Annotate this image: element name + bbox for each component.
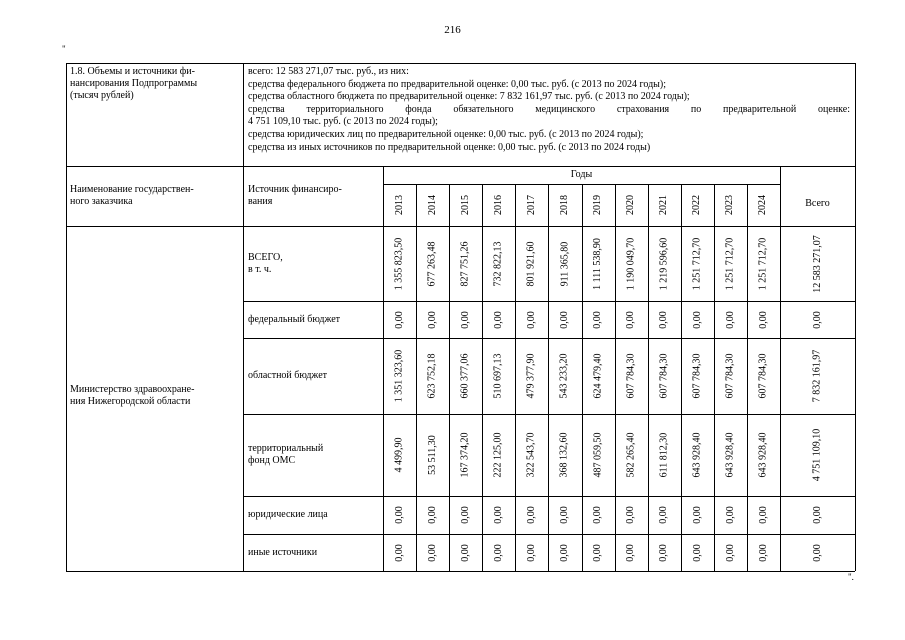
year-value-cell — [548, 338, 581, 414]
year-value: 0,00 — [724, 543, 736, 562]
year-value: 0,00 — [558, 310, 570, 329]
column-divider — [243, 63, 244, 571]
year-value-cell — [648, 226, 681, 301]
year-value-cell — [681, 496, 714, 534]
section-text-line: средства федерального бюджета по предварительной оценке: 0,00 тыс. руб. (с 2013 по 2024 годы); — [248, 78, 667, 90]
year-value-cell — [615, 534, 648, 571]
year-value-cell — [416, 226, 449, 301]
year-value-cell — [714, 338, 747, 414]
year-header: 2022 — [691, 195, 703, 215]
year-header-cell — [648, 184, 681, 226]
year-header: 2016 — [492, 195, 504, 215]
total-value-cell — [780, 338, 855, 414]
year-value: 0,00 — [757, 310, 769, 329]
year-value-cell — [449, 338, 482, 414]
closing-quote: ". — [848, 572, 854, 582]
year-value: 0,00 — [691, 310, 703, 329]
year-value-cell — [747, 534, 780, 571]
year-value: 0,00 — [625, 506, 637, 524]
year-value-cell — [482, 534, 515, 571]
source-label: юридические лица — [248, 509, 328, 520]
table-bottom-border — [66, 571, 855, 572]
table-top-border — [66, 63, 855, 64]
year-header-cell — [582, 184, 615, 226]
year-value: 643 928,40 — [724, 432, 736, 478]
year-value: 1 355 823,50 — [393, 237, 405, 290]
year-header-cell — [416, 184, 449, 226]
year-value-cell — [714, 414, 747, 496]
source-label: областной бюджет — [248, 370, 328, 381]
year-value-cell — [582, 496, 615, 534]
year-value: 322 543,70 — [525, 432, 537, 478]
year-value: 0,00 — [658, 310, 670, 329]
total-value-cell — [780, 301, 855, 338]
year-value-cell — [482, 338, 515, 414]
year-header-cell — [449, 184, 482, 226]
year-value-cell — [383, 534, 416, 571]
year-value-cell — [714, 534, 747, 571]
year-value-cell — [515, 338, 548, 414]
year-value-cell — [681, 338, 714, 414]
year-value: 0,00 — [558, 506, 570, 524]
total-value: 0,00 — [811, 543, 823, 562]
year-value: 0,00 — [658, 543, 670, 562]
year-value-cell — [449, 534, 482, 571]
section-text-line: средства территориального фонда обязательного медицинского страхования по предварительной оценке: — [248, 103, 850, 115]
year-value: 0,00 — [459, 543, 471, 562]
source-label: федеральный бюджет — [248, 313, 341, 325]
total-value: 7 832 161,97 — [811, 349, 823, 403]
year-value-cell — [449, 496, 482, 534]
total-value-cell — [780, 534, 855, 571]
year-value-cell — [449, 301, 482, 338]
year-header: 2021 — [658, 195, 670, 215]
year-value: 0,00 — [393, 543, 405, 562]
total-value-cell — [780, 226, 855, 301]
year-value: 732 822,13 — [492, 241, 504, 286]
year-value-cell — [747, 414, 780, 496]
section-label-line: нансирования Подпрограммы — [70, 78, 198, 89]
year-value-cell — [548, 226, 581, 301]
year-value: 911 365,80 — [558, 241, 570, 286]
year-value: 0,00 — [426, 506, 438, 524]
year-value: 0,00 — [757, 543, 769, 562]
year-value: 167 374,20 — [459, 432, 471, 478]
year-value: 543 233,20 — [558, 353, 570, 399]
year-value: 0,00 — [393, 506, 405, 524]
year-value: 0,00 — [558, 543, 570, 562]
year-value: 0,00 — [625, 310, 637, 329]
year-value-cell — [648, 414, 681, 496]
year-value-cell — [482, 414, 515, 496]
year-header: 2024 — [757, 195, 769, 215]
year-header: 2023 — [724, 195, 736, 215]
years-title: Годы — [570, 169, 593, 180]
section-label-line: 1.8. Объемы и источники фи- — [70, 66, 195, 77]
section-label-line: (тысяч рублей) — [70, 90, 134, 101]
year-header-cell — [747, 184, 780, 226]
year-value: 623 752,18 — [426, 353, 438, 399]
year-value: 0,00 — [592, 543, 604, 562]
year-header: 2013 — [393, 195, 405, 215]
year-value: 607 784,30 — [625, 353, 637, 399]
year-value-cell — [747, 496, 780, 534]
year-value-cell — [383, 301, 416, 338]
year-value: 0,00 — [625, 543, 637, 562]
year-header: 2019 — [592, 195, 604, 215]
year-value: 643 928,40 — [691, 432, 703, 478]
year-value-cell — [714, 226, 747, 301]
customer-header-line: ного заказчика — [70, 196, 133, 207]
year-value-cell — [681, 534, 714, 571]
source-header-line: вания — [248, 196, 273, 207]
year-header: 2014 — [426, 195, 438, 215]
customer-name-line: ния Нижегородской области — [70, 396, 191, 407]
year-value: 1 351 323,60 — [393, 349, 405, 403]
year-header-cell — [714, 184, 747, 226]
year-value-cell — [383, 496, 416, 534]
year-value: 0,00 — [393, 310, 405, 329]
year-header-cell — [482, 184, 515, 226]
year-header-cell — [681, 184, 714, 226]
year-header: 2018 — [558, 195, 570, 215]
year-header-cell — [548, 184, 581, 226]
year-value: 582 265,40 — [625, 432, 637, 478]
year-value-cell — [383, 226, 416, 301]
year-value-cell — [648, 301, 681, 338]
year-value: 0,00 — [525, 543, 537, 562]
year-value: 0,00 — [492, 506, 504, 524]
section-text-line: средства из иных источников по предварительной оценке: 0,00 тыс. руб. (с 2013 по 2024 годы) — [248, 141, 651, 153]
year-value: 1 251 712,70 — [691, 237, 703, 290]
year-value: 0,00 — [459, 310, 471, 329]
year-value-cell — [648, 338, 681, 414]
year-value-cell — [681, 226, 714, 301]
year-value: 368 132,60 — [558, 432, 570, 478]
year-header-cell — [615, 184, 648, 226]
table-left-border — [66, 63, 67, 571]
year-value-cell — [681, 301, 714, 338]
year-value: 0,00 — [658, 506, 670, 524]
year-value-cell — [416, 338, 449, 414]
section-text-line: 4 751 109,10 тыс. руб. (с 2013 по 2024 годы); — [248, 116, 438, 128]
year-value: 0,00 — [492, 543, 504, 562]
opening-quote: " — [62, 44, 66, 54]
source-label: фонд ОМС — [248, 455, 296, 466]
year-value: 801 921,60 — [525, 241, 537, 286]
year-value: 0,00 — [691, 506, 703, 524]
year-value-cell — [515, 301, 548, 338]
year-value-cell — [515, 534, 548, 571]
year-value: 827 751,26 — [459, 241, 471, 286]
year-value: 643 928,40 — [757, 432, 769, 478]
year-value: 677 263,48 — [426, 241, 438, 286]
year-value-cell — [383, 414, 416, 496]
year-value-cell — [449, 226, 482, 301]
page-number: 216 — [444, 24, 461, 36]
year-value: 0,00 — [691, 543, 703, 562]
year-value-cell — [615, 496, 648, 534]
total-header: Всего — [805, 198, 830, 209]
year-value: 660 377,06 — [459, 353, 471, 399]
section-text-line: средства областного бюджета по предварительной оценке: 7 832 161,97 тыс. руб. (с 2013 по 2024 годы); — [248, 91, 690, 103]
total-value: 0,00 — [811, 506, 823, 524]
year-value: 607 784,30 — [691, 353, 703, 399]
source-label: территориальный — [248, 443, 324, 454]
year-value: 0,00 — [426, 543, 438, 562]
year-value-cell — [548, 301, 581, 338]
total-value: 0,00 — [811, 310, 823, 329]
year-value-cell — [416, 534, 449, 571]
year-value: 1 111 538,90 — [592, 237, 604, 290]
year-value-cell — [615, 301, 648, 338]
year-value: 624 479,40 — [592, 353, 604, 399]
year-value-cell — [714, 496, 747, 534]
year-value: 611 812,30 — [658, 432, 670, 478]
year-value: 0,00 — [525, 310, 537, 329]
year-value: 1 251 712,70 — [724, 237, 736, 290]
year-value-cell — [515, 496, 548, 534]
year-value-cell — [582, 338, 615, 414]
year-value-cell — [747, 301, 780, 338]
year-value-cell — [416, 414, 449, 496]
source-label: ВСЕГО, — [248, 251, 283, 263]
year-value-cell — [747, 338, 780, 414]
year-value: 53 511,30 — [426, 435, 438, 475]
year-value-cell — [747, 226, 780, 301]
year-value: 607 784,30 — [724, 353, 736, 399]
customer-header-line: Наименование государствен- — [70, 184, 194, 195]
year-value-cell — [681, 414, 714, 496]
year-header-cell — [515, 184, 548, 226]
section-divider — [66, 166, 855, 167]
year-header: 2015 — [459, 195, 471, 215]
year-value-cell — [416, 496, 449, 534]
year-header-cell — [383, 184, 416, 226]
year-value: 0,00 — [492, 310, 504, 329]
source-label: иные источники — [248, 546, 318, 558]
year-value-cell — [582, 534, 615, 571]
year-value: 0,00 — [426, 310, 438, 329]
year-value-cell — [615, 338, 648, 414]
year-header: 2020 — [625, 195, 637, 215]
year-value: 1 219 596,60 — [658, 237, 670, 290]
year-value-cell — [714, 301, 747, 338]
total-value-cell — [780, 496, 855, 534]
source-label: в т. ч. — [248, 263, 272, 275]
year-value-cell — [548, 496, 581, 534]
year-value-cell — [416, 301, 449, 338]
year-value-cell — [615, 414, 648, 496]
year-value-cell — [648, 534, 681, 571]
year-value-cell — [449, 414, 482, 496]
year-value: 0,00 — [459, 506, 471, 524]
year-value-cell — [615, 226, 648, 301]
year-value: 1 190 049,70 — [625, 237, 637, 290]
table-right-border — [855, 63, 856, 571]
year-value-cell — [383, 338, 416, 414]
year-value-cell — [515, 226, 548, 301]
year-value: 0,00 — [757, 506, 769, 524]
year-header: 2017 — [525, 195, 537, 215]
year-value: 0,00 — [724, 310, 736, 329]
section-text-line: всего: 12 583 271,07 тыс. руб., из них: — [248, 66, 409, 77]
source-header-line: Источник финансиро- — [248, 184, 342, 195]
year-value: 487 059,50 — [592, 432, 604, 478]
total-value-cell — [780, 414, 855, 496]
year-value: 0,00 — [724, 506, 736, 524]
year-value: 0,00 — [592, 310, 604, 329]
section-text-line: средства юридических лиц по предварительной оценке: 0,00 тыс. руб. (с 2013 по 2024 годы); — [248, 129, 644, 140]
year-value-cell — [582, 414, 615, 496]
total-value: 4 751 109,10 — [811, 428, 823, 482]
year-value-cell — [482, 226, 515, 301]
year-value: 0,00 — [525, 506, 537, 524]
year-value: 607 784,30 — [757, 353, 769, 399]
year-value: 510 697,13 — [492, 353, 504, 399]
year-value: 607 784,30 — [658, 353, 670, 399]
year-value-cell — [548, 534, 581, 571]
year-value-cell — [482, 301, 515, 338]
year-value: 479 377,90 — [525, 353, 537, 399]
year-value: 1 251 712,70 — [757, 237, 769, 290]
year-value-cell — [482, 496, 515, 534]
year-value: 222 125,00 — [492, 432, 504, 478]
customer-name-line: Министерство здравоохране- — [70, 384, 195, 395]
year-value-cell — [515, 414, 548, 496]
year-value-cell — [582, 226, 615, 301]
year-value: 4 499,90 — [393, 437, 405, 473]
year-value: 0,00 — [592, 506, 604, 524]
year-value-cell — [582, 301, 615, 338]
year-value-cell — [548, 414, 581, 496]
total-value: 12 583 271,07 — [811, 234, 823, 293]
year-value-cell — [648, 496, 681, 534]
